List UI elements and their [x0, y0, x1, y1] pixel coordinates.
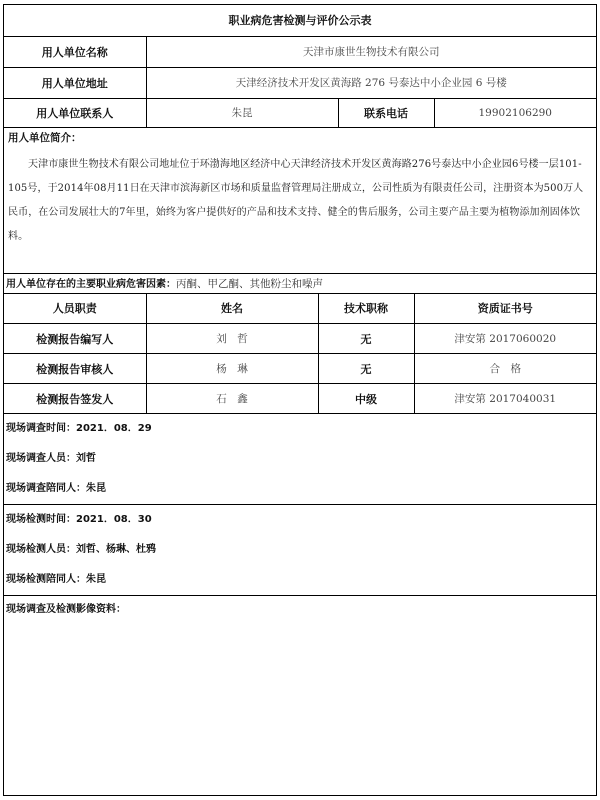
- staff-role: 检测报告签发人: [4, 384, 146, 414]
- survey-people: 现场调查人员：刘哲: [6, 453, 96, 464]
- employer-name-label: 用人单位名称: [4, 37, 146, 67]
- employer-address-label: 用人单位地址: [4, 67, 146, 98]
- employer-intro: [4, 128, 596, 274]
- staff-header-cert: 资质证书号: [414, 294, 596, 324]
- staff-header-name: 姓名: [146, 294, 318, 324]
- disclosure-form: [3, 4, 597, 796]
- detection-escort: 现场检测陪同人：朱昆: [6, 574, 106, 585]
- intro-text: 天津市康世生物技术有限公司地址位于环渤海地区经济中心天津经济技术开发区黄海路276号泰达中小企业园6号楼一层101-105号，于2014年08月11日在天津市滨海新区市场和质量监督管理局注册成立，公司性质为有限责任公司，注册资本为500万人民币，在公司发展壮大的7年里，始终为客户提供好的产品和技术支持、健全的售后服务，公司主要产品主要为植物添加剂固体饮料。: [8, 158, 584, 242]
- staff-role: 检测报告审核人: [4, 354, 146, 384]
- hazard-factors: [4, 274, 596, 294]
- hazard-label: 用人单位存在的主要职业病危害因素：: [6, 278, 176, 290]
- staff-name: 刘 哲: [146, 324, 318, 354]
- survey-time: 现场调查时间：2021．08．29: [6, 423, 152, 434]
- detection-time: 现场检测时间：2021．08．30: [6, 514, 152, 525]
- staff-table: [4, 294, 596, 415]
- staff-header-title: 技术职称: [318, 294, 414, 324]
- staff-title: 中级: [318, 384, 414, 414]
- intro-heading: 用人单位简介：: [8, 131, 82, 144]
- detection-people: 现场检测人员：刘哲、杨琳、杜鸦: [6, 544, 156, 555]
- staff-cert: 合 格: [414, 354, 596, 384]
- form-title: 职业病危害检测与评价公示表: [4, 5, 596, 37]
- table-row: [4, 324, 596, 354]
- employer-contact-value: 朱昆: [146, 98, 338, 127]
- table-row: [4, 354, 596, 384]
- employer-phone-label: 联系电话: [338, 98, 434, 127]
- hazard-value: 丙酮、甲乙酮、其他粉尘和噪声: [176, 277, 323, 290]
- staff-role: 检测报告编写人: [4, 324, 146, 354]
- employer-address-value: 天津经济技术开发区黄海路 276 号泰达中小企业园 6 号楼: [146, 67, 596, 98]
- staff-title: 无: [318, 354, 414, 384]
- media-section: [4, 596, 596, 624]
- survey-section: [4, 414, 596, 505]
- employer-contact-label: 用人单位联系人: [4, 98, 146, 127]
- employer-phone-value: 19902106290: [434, 98, 596, 127]
- staff-cert: 津安第 2017060020: [414, 324, 596, 354]
- media-heading: 现场调查及检测影像资料：: [6, 604, 126, 615]
- staff-header-row: [4, 294, 596, 324]
- employer-name-value: 天津市康世生物技术有限公司: [146, 37, 596, 67]
- employer-table: [4, 37, 596, 128]
- survey-escort: 现场调查陪同人：朱昆: [6, 483, 106, 494]
- detection-section: [4, 505, 596, 596]
- staff-header-role: 人员职责: [4, 294, 146, 324]
- staff-name: 石 鑫: [146, 384, 318, 414]
- staff-title: 无: [318, 324, 414, 354]
- staff-name: 杨 琳: [146, 354, 318, 384]
- table-row: [4, 384, 596, 414]
- staff-cert: 津安第 2017040031: [414, 384, 596, 414]
